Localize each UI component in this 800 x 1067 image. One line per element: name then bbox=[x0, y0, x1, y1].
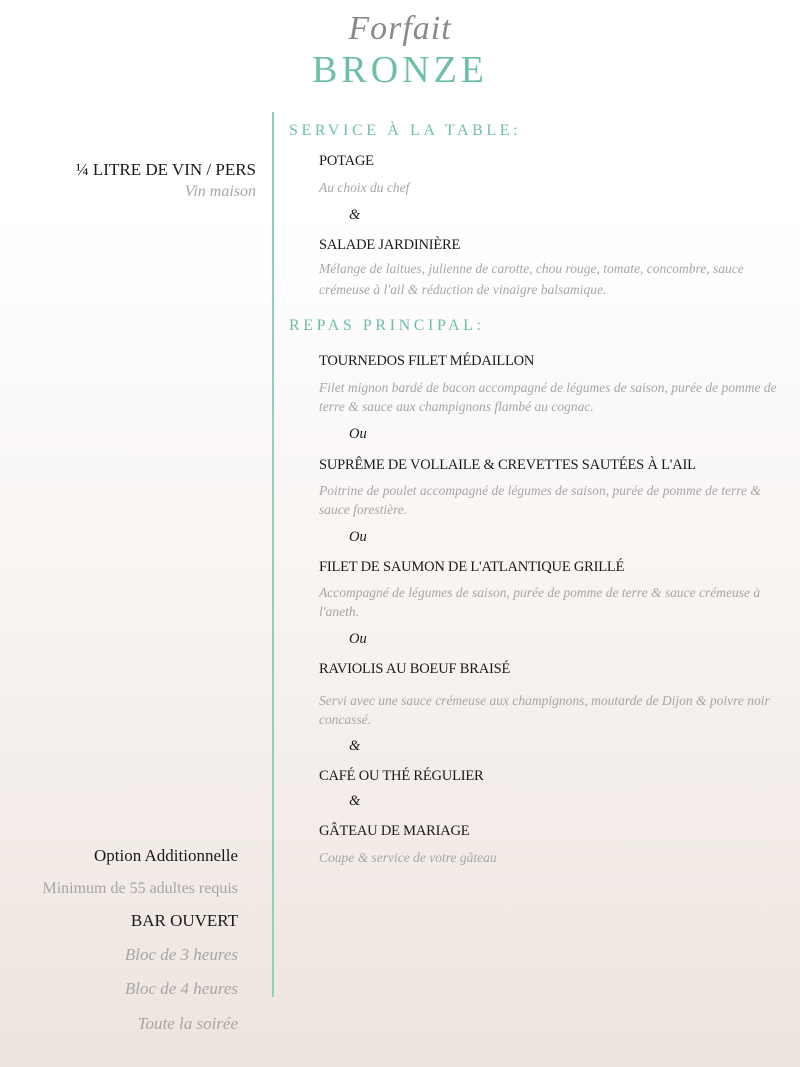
bar-option-item: Bloc de 4 heures bbox=[124, 979, 238, 998]
dish-description-potage: Au choix du chef bbox=[319, 180, 410, 195]
dish-description-saumon: Accompagné de légumes de saison, purée de pomme de terre & sauce crémeuse à l'aneth. bbox=[319, 585, 761, 619]
dish-title-gateau: GÂTEAU DE MARIAGE bbox=[319, 823, 470, 839]
vertical-divider bbox=[272, 112, 274, 997]
bar-option-item: Bloc de 3 heures bbox=[124, 945, 238, 964]
section-heading-main: REPAS PRINCIPAL: bbox=[289, 317, 485, 334]
dish-description-supreme: Poitrine de poulet accompagné de légumes de saison, purée de pomme de terre & sauce forestière. bbox=[319, 483, 761, 517]
dish-title-supreme: SUPRÊME DE VOLLAILE & CREVETTES SAUTÉES À L'AIL bbox=[319, 457, 696, 473]
conjunction-and: & bbox=[349, 738, 361, 754]
conjunction-and: & bbox=[349, 793, 361, 809]
dish-title-potage: POTAGE bbox=[319, 153, 374, 169]
conjunction-and: & bbox=[349, 207, 361, 223]
package-title: BRONZE bbox=[312, 49, 488, 91]
option-title: Option Additionnelle bbox=[93, 846, 238, 865]
conjunction-or: Ou bbox=[349, 529, 367, 545]
option-minimum: Minimum de 55 adultes requis bbox=[42, 880, 238, 897]
dish-description-raviolis: Servi avec une sauce crémeuse aux champignons, moutarde de Dijon & poivre noir concassé. bbox=[319, 693, 770, 727]
wine-subtitle: Vin maison bbox=[184, 183, 256, 200]
dish-description-tournedos: Filet mignon bardé de bacon accompagné de légumes de saison, purée de pomme de terre & sauce aux champignons flambé au cognac. bbox=[319, 380, 777, 414]
section-heading-service: SERVICE À LA TABLE: bbox=[289, 122, 522, 139]
open-bar-title: BAR OUVERT bbox=[130, 911, 238, 930]
dish-description-gateau: Coupe & service de votre gâteau bbox=[319, 850, 497, 865]
conjunction-or: Ou bbox=[349, 426, 367, 442]
dish-title-salade: SALADE JARDINIÈRE bbox=[319, 237, 461, 253]
dish-title-cafe: CAFÉ OU THÉ RÉGULIER bbox=[319, 768, 484, 784]
dish-description-salade: Mélange de laitues, julienne de carotte, chou rouge, tomate, concombre, sauce crémeuse à l'ail & réduction de vinaigre balsamique. bbox=[319, 261, 744, 297]
dish-title-raviolis: RAVIOLIS AU BOEUF BRAISÉ bbox=[319, 661, 511, 677]
forfait-script-title: Forfait bbox=[348, 10, 452, 47]
dish-title-tournedos: TOURNEDOS FILET MÉDAILLON bbox=[319, 353, 535, 369]
dish-title-saumon: FILET DE SAUMON DE L'ATLANTIQUE GRILLÉ bbox=[319, 559, 625, 575]
wine-title: ¼ LITRE DE VIN / PERS bbox=[75, 160, 256, 179]
bar-option-item: Toute la soirée bbox=[137, 1014, 238, 1033]
conjunction-or: Ou bbox=[349, 631, 367, 647]
